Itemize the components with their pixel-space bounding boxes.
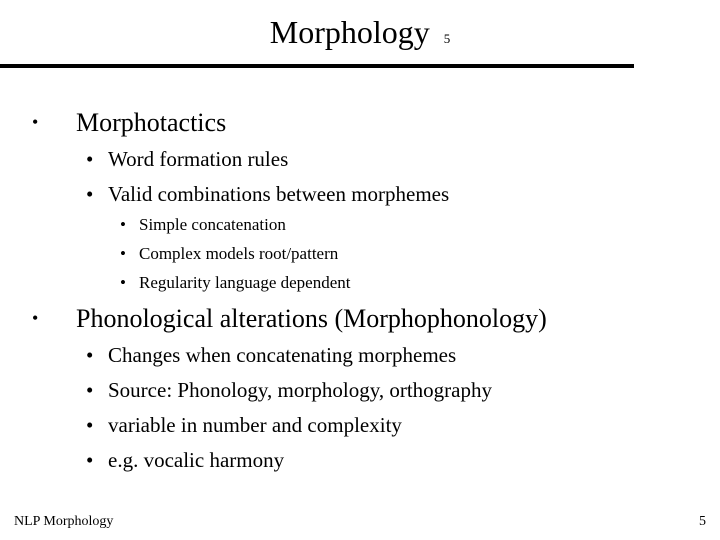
- list-item-text: Valid combinations between morphemes: [108, 182, 450, 206]
- sub-list-item: [120, 273, 351, 293]
- bullet-icon: •: [86, 413, 94, 437]
- sub-list-item-text: Complex models root/pattern: [139, 244, 339, 263]
- bullet-icon: •: [86, 147, 94, 171]
- bullet-icon: •: [86, 343, 94, 367]
- list-item: [86, 413, 402, 438]
- list-item: [86, 448, 285, 473]
- section-heading-text: Morphotactics: [76, 108, 227, 137]
- title-divider: [0, 64, 634, 68]
- slide-title: Morphology: [269, 14, 430, 50]
- sub-list-item: [120, 244, 339, 264]
- list-item: [86, 182, 450, 207]
- bullet-icon: •: [32, 112, 39, 132]
- title-bar: [0, 14, 720, 51]
- sub-list-item-text: Simple concatenation: [139, 215, 286, 234]
- section-heading-morphotactics: [32, 108, 227, 138]
- bullet-icon: •: [120, 215, 126, 234]
- sub-list-item-text: Regularity language dependent: [139, 273, 351, 292]
- page-number: 5: [699, 514, 706, 529]
- section-heading-phonological: [32, 304, 547, 334]
- list-item-text: e.g. vocalic harmony: [108, 448, 285, 472]
- footer-title: NLP Morphology: [14, 514, 114, 529]
- list-item-text: Source: Phonology, morphology, orthography: [108, 378, 492, 402]
- list-item-text: Word formation rules: [108, 147, 289, 171]
- title-slide-number: 5: [443, 31, 451, 46]
- list-item: [86, 343, 457, 368]
- list-item: [86, 378, 492, 403]
- bullet-icon: •: [86, 448, 94, 472]
- bullet-icon: •: [32, 308, 39, 328]
- bullet-icon: •: [120, 244, 126, 263]
- bullet-icon: •: [120, 273, 126, 292]
- list-item: [86, 147, 289, 172]
- section-heading-text: Phonological alterations (Morphophonology): [76, 304, 547, 333]
- sub-list-item: [120, 215, 286, 235]
- bullet-icon: •: [86, 182, 94, 206]
- bullet-icon: •: [86, 378, 94, 402]
- list-item-text: variable in number and complexity: [108, 413, 402, 437]
- list-item-text: Changes when concatenating morphemes: [108, 343, 457, 367]
